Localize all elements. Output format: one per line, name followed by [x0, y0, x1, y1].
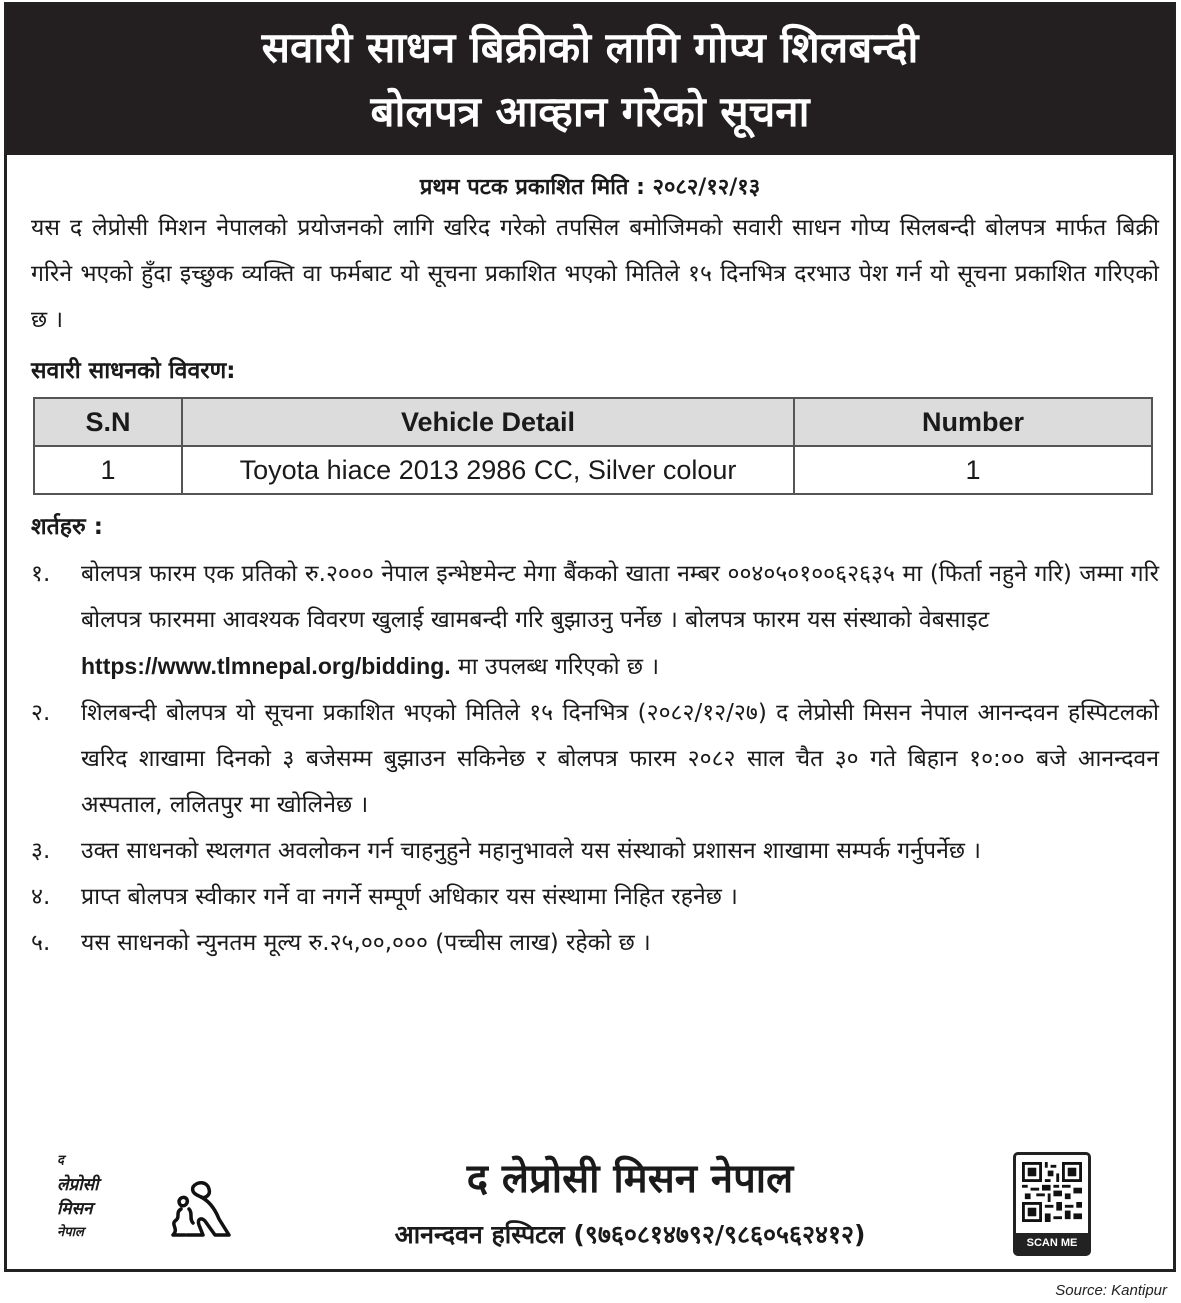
- tender-notice: [4, 2, 1176, 1272]
- logo-line-3: मिसन: [57, 1199, 93, 1219]
- title-line-1: सवारी साधन बिक्रीको लागि गोप्य शिलबन्दी: [261, 23, 919, 72]
- column-header-vehicle-detail: Vehicle Detail: [182, 398, 794, 446]
- organization-logo: [57, 1149, 257, 1259]
- cell-sn: 1: [34, 446, 182, 494]
- qr-scan-label: SCAN ME: [1016, 1233, 1088, 1253]
- qr-code-icon: [1022, 1161, 1082, 1223]
- leprosy-mission-figure-icon: [167, 1179, 233, 1241]
- term-text: उक्त साधनको स्थलगत अवलोकन गर्न चाहनुहुने महानुभावले यस संस्थाको प्रशासन शाखामा सम्पर्क गर्नुपर्नेछ ।: [81, 838, 981, 864]
- term-item: [31, 828, 1159, 874]
- terms-list: [7, 551, 1173, 966]
- column-header-sn: S.N: [34, 398, 182, 446]
- term-text-body: बोलपत्र फारम एक प्रतिको रु.२००० नेपाल इन्भेष्टमेन्ट मेगा बैंकको खाता नम्बर ००४०५०१००६२६३५ मा (फिर्ता नहुने गरि) जम्मा गरि बोलपत्र फारममा आवश्यक विवरण खुलाई खामबन्दी गरि बुझाउनु पर्नेछ । बोलपत्र फारम यस संस्थाको वेबसाइट: [81, 561, 1159, 633]
- source-credit: Source: Kantipur: [1055, 1282, 1167, 1299]
- term-item: [31, 690, 1159, 828]
- qr-code-box[interactable]: [1013, 1152, 1091, 1256]
- column-header-number: Number: [794, 398, 1152, 446]
- logo-text: [57, 1149, 99, 1245]
- term-item: [31, 920, 1159, 966]
- notice-footer: [7, 1139, 1173, 1269]
- term-item: [31, 551, 1159, 690]
- term-text: यस साधनको न्युनतम मूल्य रु.२५,००,००० (पच्चीस लाख) रहेको छ ।: [81, 930, 651, 956]
- organization-contact: आनन्दवन हस्पिटल (९७६०८१४७९२/९८६०५६२४१२): [394, 1220, 866, 1249]
- logo-line-2: लेप्रोसी: [57, 1175, 99, 1195]
- vehicle-table: [33, 397, 1153, 495]
- term-number: ४.: [31, 884, 51, 910]
- intro-paragraph: यस द लेप्रोसी मिशन नेपालको प्रयोजनको लागि खरिद गरेको तपसिल बमोजिमको सवारी साधन गोप्य सिलबन्दी बोलपत्र मार्फत बिक्री गरिने भएको हुँदा इच्छुक व्यक्ति वा फर्मबाट यो सूचना प्रकाशित भएको मितिले १५ दिनभित्र दरभाउ पेश गर्न यो सूचना प्रकाशित गरिएको छ ।: [31, 215, 1159, 333]
- term-text-tail: मा उपलब्ध गरिएको छ ।: [450, 654, 660, 680]
- term-number: ५.: [31, 930, 51, 956]
- organization-name: द लेप्रोसी मिसन नेपाल: [466, 1156, 794, 1202]
- vehicle-section-title: सवारी साधनको विवरण:: [31, 358, 236, 384]
- title-line-2: बोलपत्र आव्हान गरेको सूचना: [370, 87, 810, 136]
- term-number: १.: [31, 561, 51, 587]
- terms-title: शर्तहरु :: [31, 514, 103, 540]
- term-text: [81, 551, 1159, 690]
- logo-line-1: द: [57, 1153, 64, 1168]
- term-item: [31, 874, 1159, 920]
- term-number: २.: [31, 700, 51, 726]
- publication-date: प्रथम पटक प्रकाशित मिति : २०८२/१२/१३: [419, 175, 761, 200]
- term-text: प्राप्त बोलपत्र स्वीकार गर्ने वा नगर्ने सम्पूर्ण अधिकार यस संस्थामा निहित रहनेछ ।: [81, 884, 738, 910]
- bidding-url-link[interactable]: https://www.tlmnepal.org/bidding.: [81, 653, 451, 679]
- cell-vehicle-detail: Toyota hiace 2013 2986 CC, Silver colour: [182, 446, 794, 494]
- logo-line-4: नेपाल: [57, 1225, 84, 1240]
- table-header-row: [34, 398, 1152, 446]
- table-row: [34, 446, 1152, 494]
- term-text: शिलबन्दी बोलपत्र यो सूचना प्रकाशित भएको मितिले १५ दिनभित्र (२०८२/१२/२७) द लेप्रोसी मिसन नेपाल आनन्दवन हस्पिटलको खरिद शाखामा दिनको ३ बजेसम्म बुझाउन सकिनेछ र बोलपत्र फारम २०८२ साल चैत ३० गते बिहान १०:०० बजे आनन्दवन अस्पताल, ललितपुर मा खोलिनेछ ।: [81, 700, 1159, 818]
- organization-block: [247, 1151, 1013, 1257]
- notice-header: [7, 5, 1173, 155]
- cell-number: 1: [794, 446, 1152, 494]
- term-number: ३.: [31, 838, 51, 864]
